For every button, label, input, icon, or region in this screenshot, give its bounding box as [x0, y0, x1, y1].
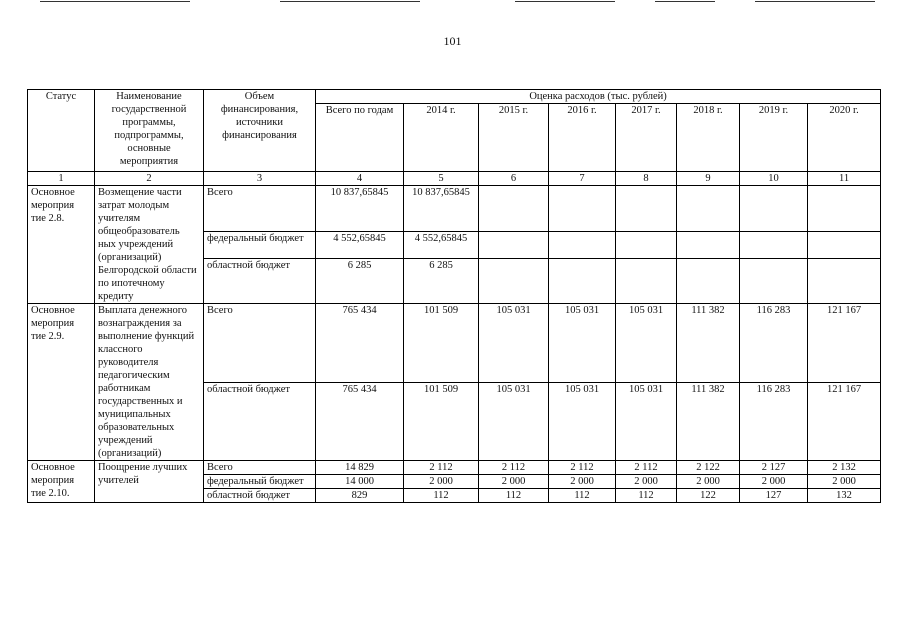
value-cell [479, 258, 549, 304]
scan-artifact-line [755, 1, 875, 2]
header-year: 2017 г. [616, 104, 677, 172]
value-cell: 127 [740, 489, 808, 503]
value-cell: 829 [316, 489, 404, 503]
status-cell: Основное мероприя тие 2.8. [28, 186, 95, 304]
budget-table [27, 89, 881, 503]
value-cell [549, 186, 616, 232]
value-cell [479, 186, 549, 232]
value-cell [740, 186, 808, 232]
value-cell [616, 186, 677, 232]
value-cell: 6 285 [316, 258, 404, 304]
value-cell: 4 552,65845 [404, 231, 479, 258]
page-number: 101 [443, 34, 462, 48]
value-cell: 111 382 [677, 304, 740, 383]
column-index: 6 [479, 172, 549, 186]
value-cell [616, 258, 677, 304]
column-index: 3 [204, 172, 316, 186]
source-cell: Всего [204, 304, 316, 383]
value-cell: 2 112 [549, 461, 616, 475]
header-row [28, 90, 881, 104]
scan-artifact-line [655, 1, 715, 2]
value-cell: 4 552,65845 [316, 231, 404, 258]
value-cell: 105 031 [479, 382, 549, 461]
value-cell: 2 000 [677, 475, 740, 489]
value-cell: 101 509 [404, 382, 479, 461]
column-index-row [28, 172, 881, 186]
column-index: 1 [28, 172, 95, 186]
value-cell [549, 258, 616, 304]
source-cell: областной бюджет [204, 382, 316, 461]
value-cell: 105 031 [616, 304, 677, 383]
value-cell: 2 112 [616, 461, 677, 475]
value-cell [479, 231, 549, 258]
value-cell: 2 000 [740, 475, 808, 489]
value-cell: 116 283 [740, 304, 808, 383]
value-cell [677, 186, 740, 232]
value-cell [616, 231, 677, 258]
value-cell: 105 031 [549, 304, 616, 383]
status-cell: Основное мероприя тие 2.10. [28, 461, 95, 503]
value-cell: 2 132 [808, 461, 881, 475]
value-cell: 132 [808, 489, 881, 503]
value-cell: 2 122 [677, 461, 740, 475]
column-index: 7 [549, 172, 616, 186]
value-cell: 2 000 [404, 475, 479, 489]
value-cell: 2 000 [616, 475, 677, 489]
value-cell: 105 031 [616, 382, 677, 461]
value-cell [808, 231, 881, 258]
value-cell: 6 285 [404, 258, 479, 304]
scan-artifact-line [515, 1, 615, 2]
value-cell: 2 000 [549, 475, 616, 489]
value-cell: 121 167 [808, 382, 881, 461]
value-cell: 111 382 [677, 382, 740, 461]
source-cell: областной бюджет [204, 258, 316, 304]
source-cell: Всего [204, 186, 316, 232]
value-cell: 2 000 [808, 475, 881, 489]
value-cell [808, 258, 881, 304]
value-cell [677, 258, 740, 304]
header-year: 2014 г. [404, 104, 479, 172]
column-index: 2 [95, 172, 204, 186]
header-name: Наименование государственной программы, подпрограммы, основные мероприятия [95, 90, 204, 172]
column-index: 8 [616, 172, 677, 186]
scan-artifact-line [40, 1, 190, 2]
header-year: 2019 г. [740, 104, 808, 172]
column-index: 10 [740, 172, 808, 186]
value-cell: 2 000 [479, 475, 549, 489]
header-year: 2016 г. [549, 104, 616, 172]
table-row [28, 304, 881, 383]
header-estimate-group: Оценка расходов (тыс. рублей) [316, 90, 881, 104]
header-year: 2020 г. [808, 104, 881, 172]
value-cell [808, 186, 881, 232]
value-cell [677, 231, 740, 258]
value-cell [740, 258, 808, 304]
value-cell: 101 509 [404, 304, 479, 383]
source-cell: федеральный бюджет [204, 475, 316, 489]
value-cell [740, 231, 808, 258]
header-year: Всего по годам [316, 104, 404, 172]
column-index: 11 [808, 172, 881, 186]
column-index: 9 [677, 172, 740, 186]
header-year: 2015 г. [479, 104, 549, 172]
event-name-cell: Поощрение лучших учителей [95, 461, 204, 503]
source-cell: Всего [204, 461, 316, 475]
value-cell: 105 031 [479, 304, 549, 383]
event-name-cell: Выплата денежного вознаграждения за выполнение функций классного руководителя педагогическим работникам государственных и муниципальных образовательных учреждений (организаций) [95, 304, 204, 461]
value-cell: 765 434 [316, 304, 404, 383]
value-cell: 2 112 [479, 461, 549, 475]
source-cell: областной бюджет [204, 489, 316, 503]
column-index: 4 [316, 172, 404, 186]
column-index: 5 [404, 172, 479, 186]
value-cell: 765 434 [316, 382, 404, 461]
value-cell: 105 031 [549, 382, 616, 461]
table-row [28, 186, 881, 232]
value-cell: 112 [616, 489, 677, 503]
value-cell [549, 231, 616, 258]
table-row [28, 461, 881, 475]
header-volume: Объем финансирования, источники финансирования [204, 90, 316, 172]
value-cell: 10 837,65845 [316, 186, 404, 232]
source-cell: федеральный бюджет [204, 231, 316, 258]
value-cell: 14 829 [316, 461, 404, 475]
status-cell: Основное мероприя тие 2.9. [28, 304, 95, 461]
value-cell: 2 112 [404, 461, 479, 475]
value-cell: 112 [549, 489, 616, 503]
value-cell: 2 127 [740, 461, 808, 475]
event-name-cell: Возмещение части затрат молодым учителям общеобразователь ных учреждений (организаций) Белгородской области по ипотечному кредиту [95, 186, 204, 304]
value-cell: 14 000 [316, 475, 404, 489]
value-cell: 112 [404, 489, 479, 503]
header-year: 2018 г. [677, 104, 740, 172]
value-cell: 116 283 [740, 382, 808, 461]
scan-artifact-line [280, 1, 420, 2]
value-cell: 10 837,65845 [404, 186, 479, 232]
value-cell: 121 167 [808, 304, 881, 383]
header-status: Статус [28, 90, 95, 172]
value-cell: 122 [677, 489, 740, 503]
value-cell: 112 [479, 489, 549, 503]
